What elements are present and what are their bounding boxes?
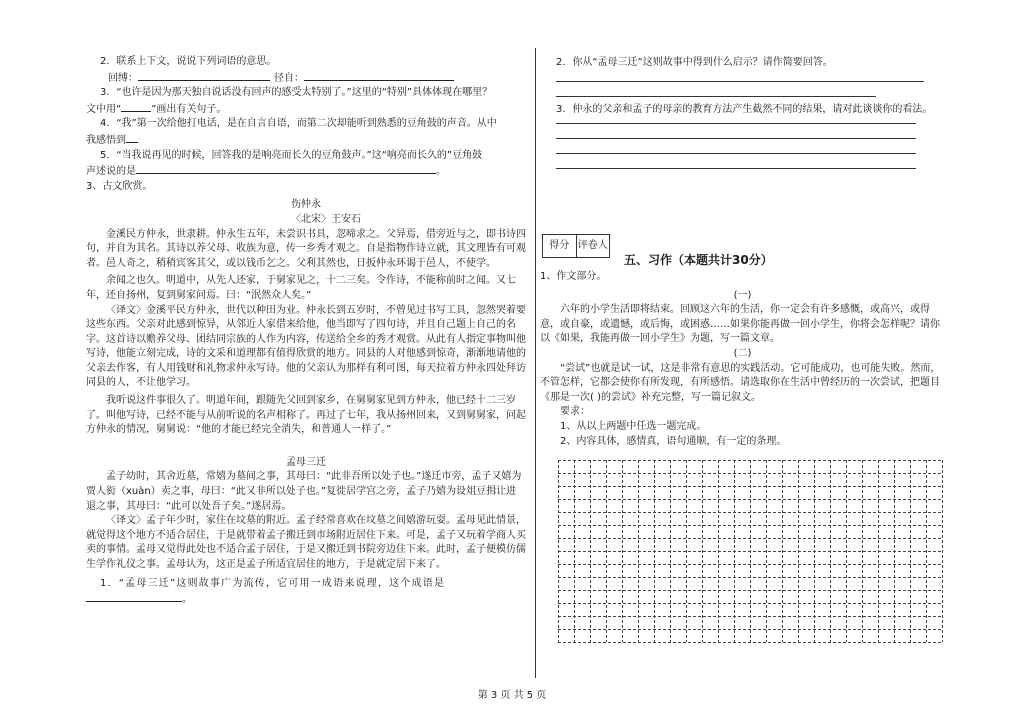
right-question-2: 2．你从“孟母三迁”这则故事中得到什么启示？请作简要回答。 <box>556 57 833 68</box>
part1-mark: (一) <box>733 289 752 301</box>
q3-pre: 文中用“ <box>86 103 122 115</box>
poem2-title: 孟母三迁 <box>286 456 326 468</box>
grader-label: 评卷人 <box>577 240 608 251</box>
q1-blank[interactable] <box>86 591 182 602</box>
answer-label-a: 回缚： <box>108 72 138 84</box>
poem2-para: 〈译文〉孟子年少时，家住在坟墓的附近。孟子经常喜欢在坟墓之间嬉游玩耍。孟母见此情景，就觉得这个地方不适合居住，于是就带着孟子搬迁到市场附近居住下来。可是，孟子又玩着学商人买卖的事情。孟母又觉得此处也不适合孟子居住，于是又搬迁到书院旁边住下来。此时，孟子便模仿儒生学作礼仪之事。孟母认为，这正是孟子所适宜居住的地方，于是就定居下来了。 <box>86 515 526 570</box>
question-1-line2 <box>86 591 526 608</box>
section-3-heading: 3、古文欣赏。 <box>86 180 153 192</box>
poem1-title: 伤仲永 <box>291 199 321 211</box>
requirements-label: 要求： <box>560 406 590 418</box>
section-title: 五、习作（本题共计30分） <box>624 253 773 267</box>
q5-text: 声述说的是 <box>86 166 136 178</box>
question-4-line2 <box>86 132 526 149</box>
page-footer: 第 3 页 共 5 页 <box>477 690 547 701</box>
question-1-line1: 1．“孟母三迁”这则故事广为流传，它可用一成语来说理，这个成语是 <box>100 577 446 589</box>
answer-label-b: 径自： <box>274 72 304 84</box>
poem2-para: 孟子幼时，其舍近墓，常嬉为墓间之事，其母曰：“此非吾所以处子也。”遂迁市旁，孟子又嬉为贾人衒（xuàn）卖之事，母曰：“此又非所以处子也。”复徙居学宫之旁，孟子乃嬉为设俎豆揖让进退之事，其母曰：“此可以处吾子矣。”遂居焉。 <box>86 471 522 512</box>
q4-text: 我感悟到 <box>86 134 126 146</box>
sub-heading: 1、作文部分。 <box>540 271 607 282</box>
question-4-line1: 4．“我”第一次给他打电话，是在自言自语，而第二次却能听到熟悉的豆角鼓的声音。从中 <box>100 118 497 130</box>
q5-blank[interactable] <box>136 163 436 174</box>
writing-section <box>540 270 945 449</box>
part1-text: 六年的小学生活即将结束。回顾这六年的生活，你一定会有许多感慨，或高兴，或得意，或自豪，或遗憾，或后悔，或困惑……如果你能再做一回小学生，你将会怎样呢？请你以《如果，我能再做一回小学生》为题，写一篇文章。 <box>540 304 940 345</box>
score-box <box>542 234 610 258</box>
column-divider <box>535 48 536 678</box>
question-2-answers <box>86 70 526 87</box>
left-column <box>86 0 526 608</box>
poem1-author: 〈北宋〉王安石 <box>291 213 361 225</box>
poem1-para: 我听说这件事很久了。明道年间，跟随先父回到家乡，在舅舅家见到方仲永，他已经十二三岁了。叫他写诗，已经不能与从前听说的名声相称了。再过了七年，我从扬州回来，又到舅舅家，问起方仲永的情况，舅舅说：“他的才能已经完全消失，和普通人一样了。” <box>86 395 526 436</box>
q3-post: ”画出有关句子。 <box>151 103 227 115</box>
score-label: 得分 <box>543 235 577 257</box>
question-2: 2．联系上下文，说说下列词语的意思。 <box>100 56 277 67</box>
question-5-line1: 5．“当我说再见的时候，回答我的是响亮而长久的豆角鼓声。”这“响亮而长久的”豆角鼓 <box>100 149 483 161</box>
poem1-para: 金溪民方仲永，世隶耕。仲永生五年，未尝识书具，忽啼求之。父异焉，借旁近与之，即书诗四句，并自为其名。其诗以养父母、收族为意，传一乡秀才观之。自是指物作诗立就，其文理皆有可观者。邑人奇之，稍稍宾客其父，或以钱币乞之。父利其然也，日扳仲永环谒于邑人，不使学。 <box>86 228 526 269</box>
answer-line[interactable] <box>556 168 916 169</box>
requirement-2: 2、内容具体，感情真，语句通顺，有一定的条理。 <box>560 435 787 447</box>
q1-end: 。 <box>182 594 192 606</box>
q3-blank[interactable] <box>121 101 151 112</box>
answer-blank-a[interactable] <box>138 70 270 81</box>
question-5-line2: 声述说的是 。 <box>86 163 526 180</box>
right-question-3: 3．仲永的父亲和孟子的母亲的教育方法产生截然不同的结果，请对此谈谈你的看法。 <box>556 103 933 115</box>
requirement-1: 1、从以上两题中任选一题完成。 <box>560 420 707 432</box>
answer-blank-b[interactable] <box>304 70 454 81</box>
q4-blank[interactable] <box>126 132 138 143</box>
poem1-para: 余闻之也久。明道中，从先人还家，于舅家见之，十二三矣。令作诗，不能称前时之闻。又七年，还自扬州，复到舅家问焉。曰：“泯然众人矣。” <box>86 275 516 301</box>
question-3-line2 <box>86 101 526 118</box>
poem1-para: 〈译文〉金溪平民方仲永，世代以种田为业。仲永长到五岁时，不曾见过书写工具，忽然哭着要这些东西。父亲对此感到惊异，从邻近人家借来给他，他当即写了四句诗，并且自己题上自己的名字。这首诗以赡养父母、团结同宗族的人作为内容，传送给全乡的秀才观赏。从此有人指定事物叫他写诗，他能立刻完成，诗的文采和道理都有值得欣赏的地方。同县的人对他感到惊奇，渐渐地请他的父亲去作客，有人用钱财和礼物求仲永写诗。他的父亲认为那样有利可图，每天拉着方仲永四处拜访同县的人，不让他学习。 <box>86 304 526 389</box>
part2-mark: (二) <box>733 347 752 359</box>
part2-text: “尝试”也就是试一试，这是非常有意思的实践活动。它可能成功，也可能失败。然而，不管怎样，它都会使你有所发现，有所感悟。请选取你在生活中曾经历的一次尝试，把题目《那是一次( )的尝试》补充完整，写一篇记叙文。 <box>540 362 941 403</box>
writing-grid[interactable] <box>558 460 944 644</box>
question-3-line1: 3．“也许是因为那天独自说话没有回声的感受太特别了。”这里的“特别”具体体现在哪里？ <box>100 87 493 99</box>
right-column <box>548 0 948 169</box>
